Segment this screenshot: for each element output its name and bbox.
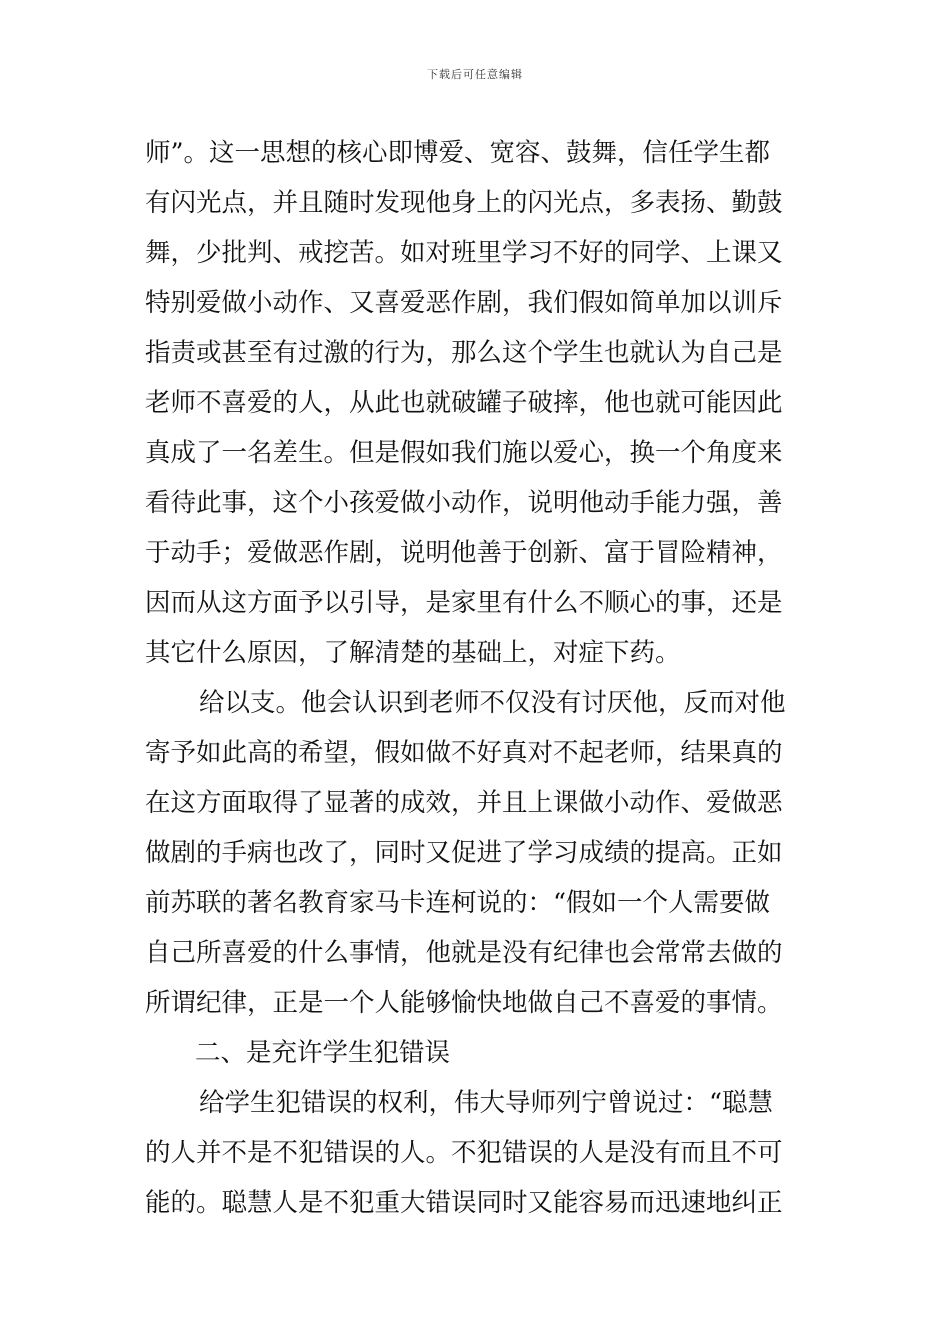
text-line: 老师不喜爱的人，从此也就破罐子破摔，他也就可能因此 — [145, 388, 783, 418]
page-header: 下载后可任意编辑 — [427, 68, 523, 81]
text-line: 自己所喜爱的什么事情，他就是没有纪律也会常常去做的 — [145, 938, 783, 968]
text-line: 做剧的手病也改了，同时又促进了学习成绩的提高。正如 — [145, 838, 783, 868]
text-line: 能的。聪慧人是不犯重大错误同时又能容易而迅速地纠正 — [145, 1188, 783, 1218]
text-line: 看待此事，这个小孩爱做小动作，说明他动手能力强，善 — [145, 488, 783, 518]
section-heading: 二、是充许学生犯错误 — [195, 1038, 451, 1068]
text-line: 其它什么原因，了解清楚的基础上，对症下药。 — [145, 638, 681, 668]
text-line: 在这方面取得了显著的成效，并且上课做小动作、爱做恶 — [145, 788, 783, 818]
text-line: 前苏联的著名教育家马卡连柯说的：“假如一个人需要做 — [145, 888, 771, 918]
text-line: 寄予如此高的希望，假如做不好真对不起老师，结果真的 — [145, 738, 783, 768]
paragraph-start-line: 给学生犯错误的权利，伟大导师列宁曾说过：“聪慧 — [199, 1088, 774, 1118]
body-text — [145, 128, 809, 1228]
text-line: 指责或甚至有过激的行为，那么这个学生也就认为自己是 — [145, 338, 783, 368]
text-line: 舞，少批判、戒挖苦。如对班里学习不好的同学、上课又 — [145, 238, 783, 268]
paragraph-start-line: 给以支。他会认识到老师不仅没有讨厌他，反而对他 — [199, 688, 786, 718]
text-line: 真成了一名差生。但是假如我们施以爱心，换一个角度来 — [145, 438, 783, 468]
text-line: 特别爱做小动作、又喜爱恶作剧，我们假如简单加以训斥 — [145, 288, 783, 318]
text-line: 师”。这一思想的核心即博爱、宽容、鼓舞，信任学生都 — [145, 138, 771, 168]
text-line: 因而从这方面予以引导，是家里有什么不顺心的事，还是 — [145, 588, 783, 618]
text-line: 有闪光点，并且随时发现他身上的闪光点，多表扬、勤鼓 — [145, 188, 783, 218]
text-line: 于动手；爱做恶作剧，说明他善于创新、富于冒险精神， — [145, 538, 783, 568]
text-line: 的人并不是不犯错误的人。不犯错误的人是没有而且不可 — [145, 1138, 783, 1168]
text-line: 所谓纪律，正是一个人能够愉快地做自己不喜爱的事情。 — [145, 988, 783, 1018]
